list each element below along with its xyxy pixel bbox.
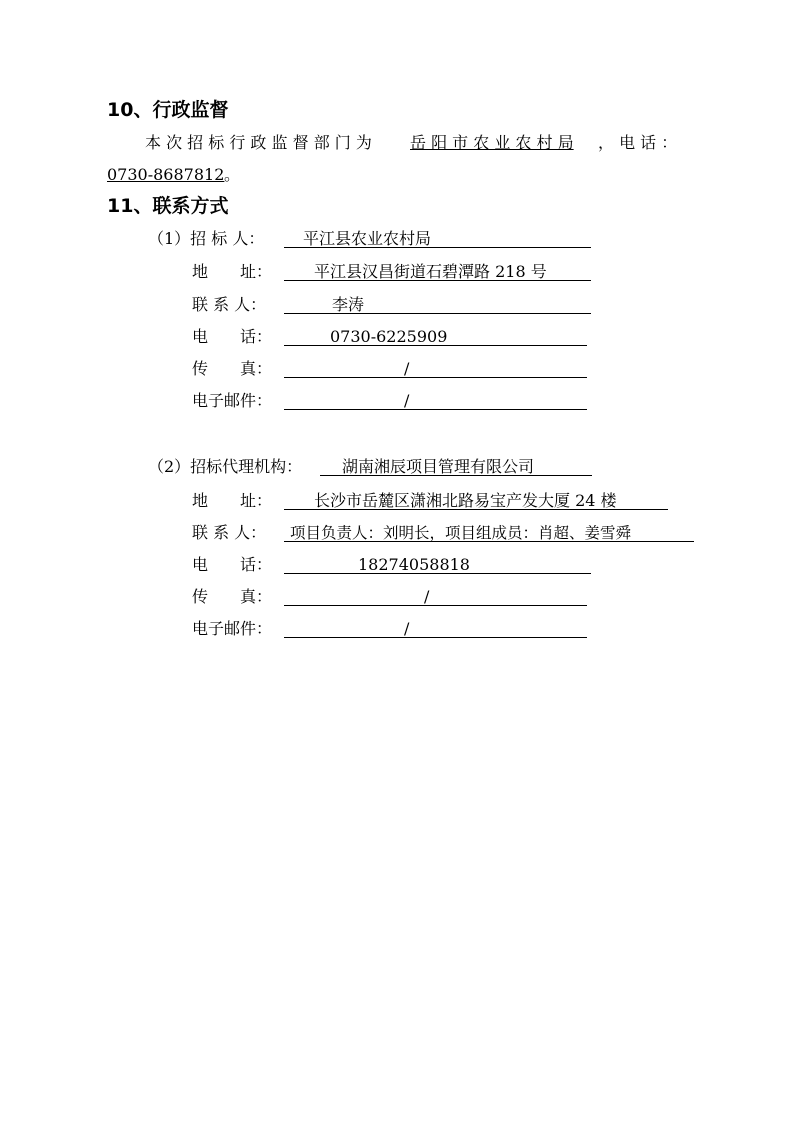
tenderer-email-label: 电子邮件： <box>192 391 273 410</box>
tenderer-email-underline <box>284 409 587 410</box>
section-10-dept: 岳 阳 市 农 业 农 村 局 <box>410 133 574 152</box>
tenderer-contact-label: 联 系 人： <box>192 295 267 314</box>
tenderer-phone-label: 电 话： <box>192 327 273 346</box>
tenderer-name: 平江县农业农村局 <box>303 229 432 248</box>
agency-email: / <box>404 619 410 638</box>
agency-fax-label: 传 真： <box>192 587 273 606</box>
agency-name: 湖南湘辰项目管理有限公司 <box>342 457 535 476</box>
tenderer-fax-underline <box>284 377 587 378</box>
tenderer-fax: / <box>404 359 410 378</box>
tenderer-address-label: 地 址： <box>192 262 273 281</box>
agency-address: 长沙市岳麓区潇湘北路易宝产发大厦 24 楼 <box>314 491 617 510</box>
tenderer-phone: 0730-6225909 <box>330 327 448 346</box>
section-10-text-prefix: 本 次 招 标 行 政 监 督 部 门 为 <box>145 133 372 152</box>
agency-contact: 项目负责人：刘明长，项目组成员：肖超、姜雪舜 <box>290 524 632 542</box>
section-10-phone: 0730-8687812 <box>107 165 225 184</box>
agency-fax-underline <box>284 605 587 606</box>
tenderer-contact: 李涛 <box>332 295 365 314</box>
agency-email-underline <box>284 637 587 638</box>
section-10-text-end: 。 <box>224 165 241 184</box>
tenderer-fax-label: 传 真： <box>192 359 273 378</box>
tenderer-address: 平江县汉昌街道石碧潭路 218 号 <box>314 262 547 281</box>
agency-address-label: 地 址： <box>192 491 273 510</box>
tenderer-contact-underline <box>284 313 591 314</box>
agency-fax: / <box>424 587 430 606</box>
tenderer-title: （1）招 标 人： <box>148 229 265 248</box>
agency-phone: 18274058818 <box>358 555 470 574</box>
section-11-heading: 11、联系方式 <box>107 195 229 217</box>
agency-title: （2）招标代理机构： <box>148 457 303 476</box>
tenderer-email: / <box>404 391 410 410</box>
section-10-heading: 10、行政监督 <box>107 99 229 121</box>
agency-email-label: 电子邮件： <box>192 619 273 638</box>
agency-phone-label: 电 话： <box>192 555 273 574</box>
agency-contact-label: 联 系 人： <box>192 523 267 542</box>
section-10-text-mid: ， 电 话 ： <box>598 133 678 152</box>
